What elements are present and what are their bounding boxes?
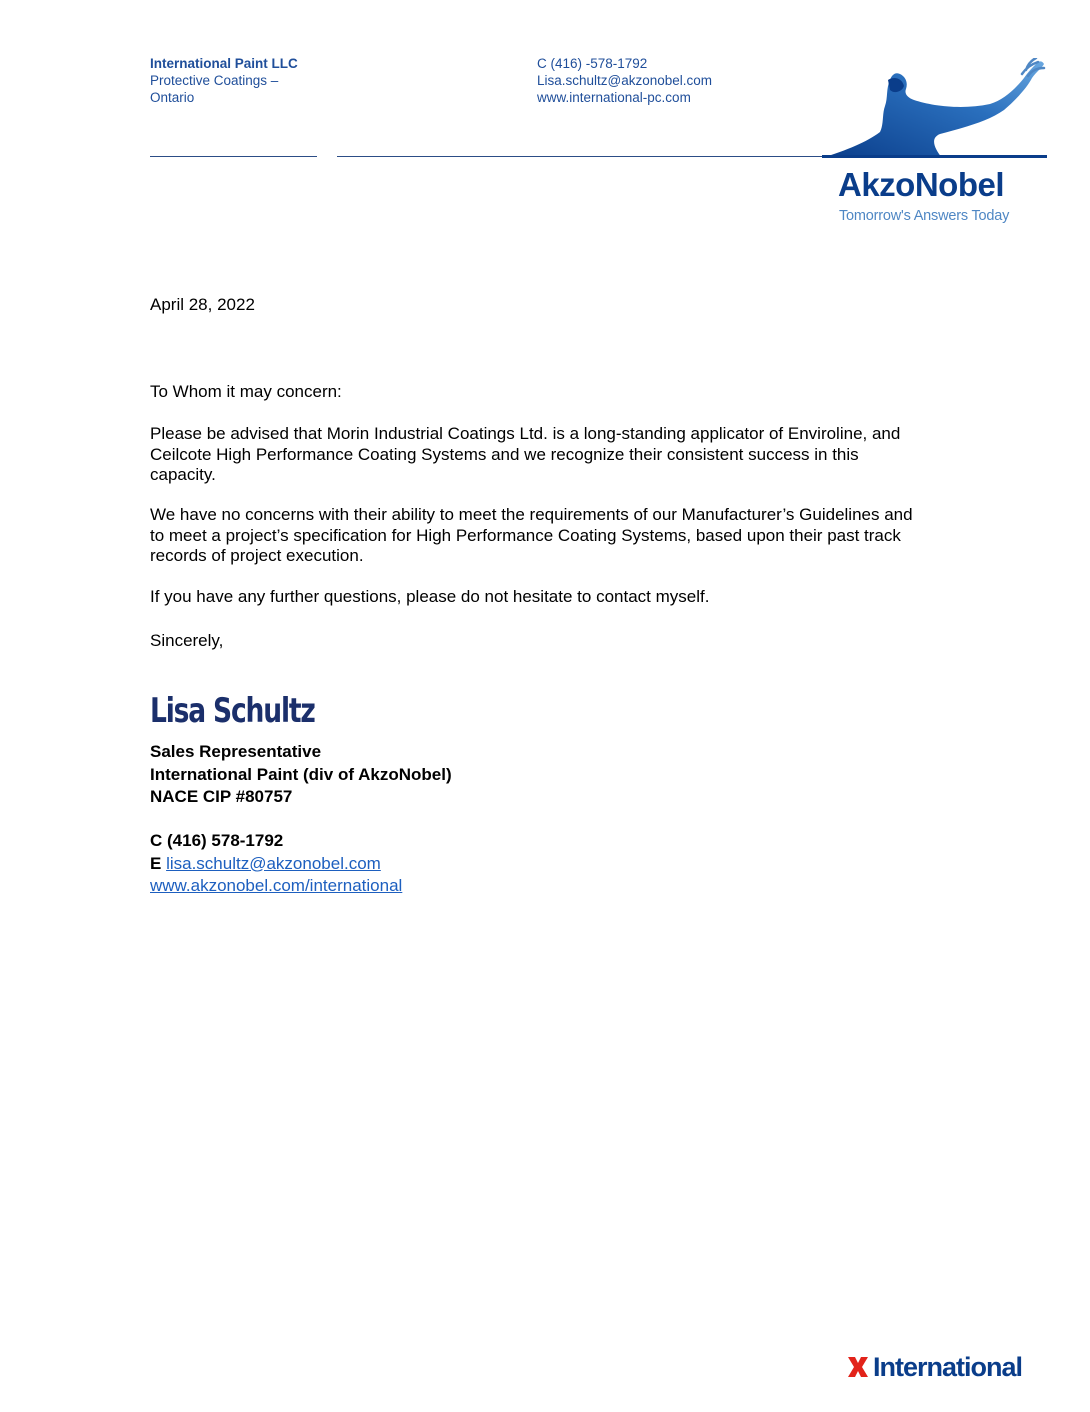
signature-email-link[interactable]: lisa.schultz@akzonobel.com bbox=[166, 853, 381, 873]
header-website: www.international-pc.com bbox=[537, 90, 691, 105]
email-prefix: E bbox=[150, 853, 162, 873]
letter-paragraph-3: If you have any further questions, please do not hesitate to contact myself. bbox=[150, 587, 710, 606]
header-division: Protective Coatings – bbox=[150, 73, 279, 88]
signature-website-line bbox=[150, 875, 402, 898]
header-region: Ontario bbox=[150, 90, 195, 105]
letter-date: April 28, 2022 bbox=[150, 295, 255, 314]
signature-email-line bbox=[150, 853, 402, 876]
akzonobel-figure-icon bbox=[822, 58, 1047, 160]
international-logo bbox=[845, 1352, 1022, 1382]
signature-website-link[interactable]: www.akzonobel.com/international bbox=[150, 876, 403, 895]
signature-company: International Paint (div of AkzoNobel) bbox=[150, 764, 452, 784]
signature-contact-block bbox=[150, 830, 402, 898]
header-contact-block bbox=[537, 55, 712, 106]
header-phone: C (416) -578-1792 bbox=[537, 56, 648, 71]
signature-certification: NACE CIP #80757 bbox=[150, 787, 293, 806]
signature-title: Sales Representative bbox=[150, 742, 322, 761]
signature-block bbox=[150, 741, 452, 809]
akzonobel-tagline: Tomorrow's Answers Today bbox=[839, 208, 1010, 224]
header-email: Lisa.schultz@akzonobel.com bbox=[537, 73, 713, 88]
letter-closing: Sincerely, bbox=[150, 631, 224, 650]
international-wordmark: International bbox=[873, 1352, 1023, 1382]
header-company-block bbox=[150, 55, 298, 106]
international-x-icon bbox=[845, 1354, 871, 1380]
letter-paragraph-1: Please be advised that Morin Industrial Coatings Ltd. is a long-standing applicator of Enviroline, and Ceilcote High Performance Coating Systems and we recognize their consistent success in this capacity. bbox=[150, 424, 901, 484]
letter-paragraph-2: We have no concerns with their ability to meet the requirements of our Manufacturer’s Guidelines and to meet a project’s specification for High Performance Coating Systems, based upon their past track records of project execution. bbox=[150, 505, 913, 565]
akzonobel-brand: AkzoNobel bbox=[838, 166, 1005, 203]
signature-name: Lisa Schultz bbox=[150, 691, 315, 731]
header-company-name: International Paint LLC bbox=[150, 56, 298, 71]
header-divider-left bbox=[150, 156, 317, 157]
letter-salutation: To Whom it may concern: bbox=[150, 382, 342, 401]
signature-phone: C (416) 578-1792 bbox=[150, 831, 284, 850]
